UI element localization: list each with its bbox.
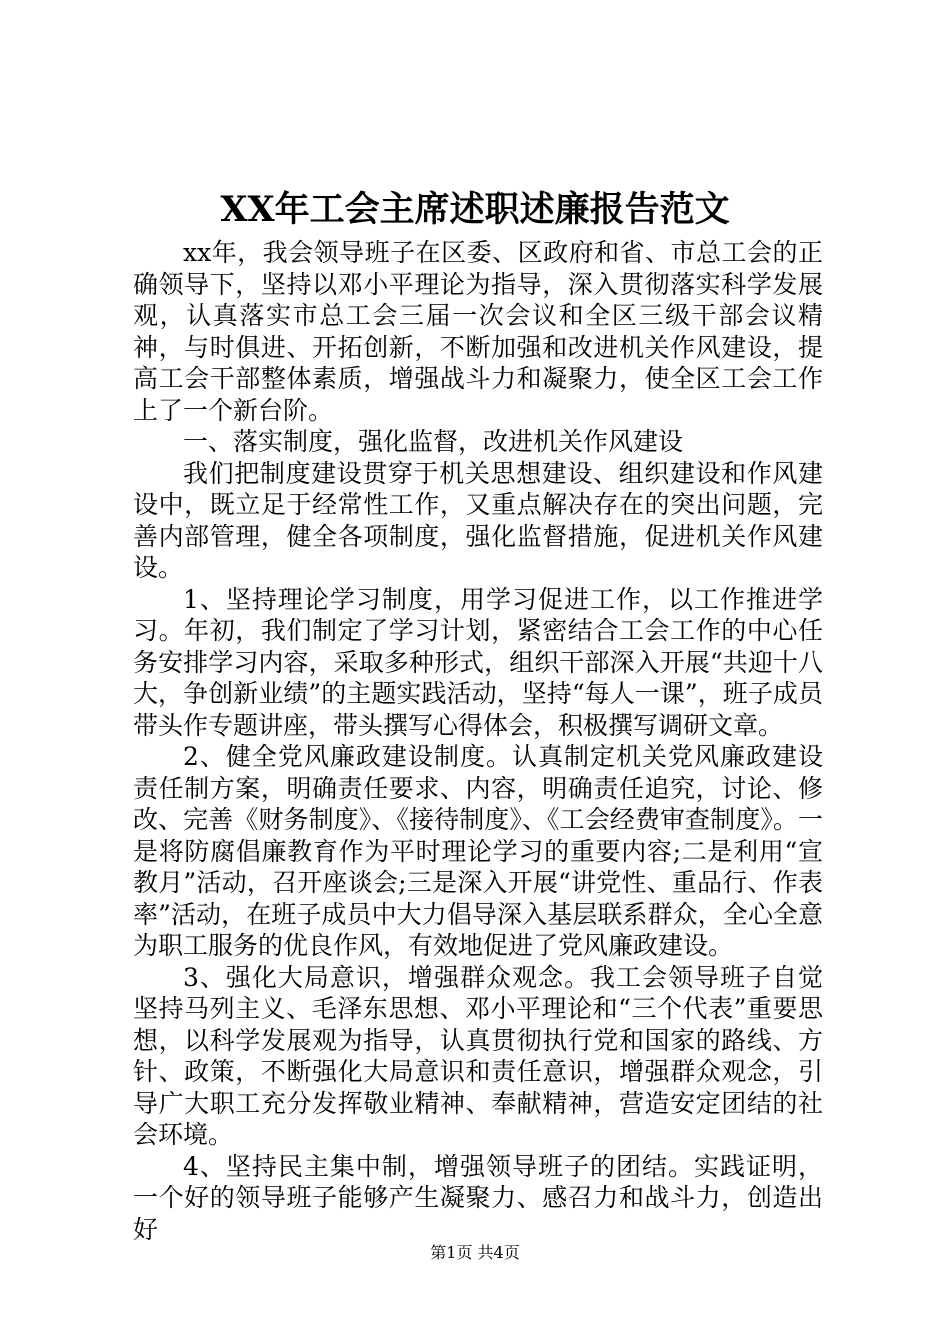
paragraph: 4、坚持民主集中制，增强领导班子的团结。实践证明，一个好的领导班子能够产生凝聚力、感召力和战斗力，创造出好 [133,1151,823,1244]
paragraph: 1、坚持理论学习制度，用学习促进工作，以工作推进学习。年初，我们制定了学习计划，紧密结合工会工作的中心任务安排学习内容，采取多种形式，组织干部深入开展“共迎十八大，争创新业绩”的主题实践活动，坚持“每人一课”，班子成员带头作专题讲座，带头撰写心得体会，积极撰写调研文章。 [133,584,823,740]
paragraph: 我们把制度建设贯穿于机关思想建设、组织建设和作风建设中，既立足于经常性工作，又重点解决存在的突出问题，完善内部管理，健全各项制度，强化监督措施，促进机关作风建设。 [133,458,823,582]
document-title: XX年工会主席述职述廉报告范文 [220,189,730,230]
paragraph-intro: xx年，我会领导班子在区委、区政府和省、市总工会的正确领导下，坚持以邓小平理论为指导，深入贯彻落实科学发展观，认真落实市总工会三届一次会议和全区三级干部会议精神，与时俱进、开拓创新，不断加强和改进机关作风建设，提高工会干部整体素质，增强战斗力和凝聚力，使全区工会工作上了一个新台阶。 [133,238,823,425]
section-heading: 一、落实制度，强化监督，改进机关作风建设 [183,427,684,456]
paragraph: 3、强化大局意识，增强群众观念。我工会领导班子自觉坚持马列主义、毛泽东思想、邓小平理论和“三个代表”重要思想，以科学发展观为指导，认真贯彻执行党和国家的路线、方针、政策，不断强化大局意识和责任意识，增强群众观念，引导广大职工充分发挥敬业精神、奉献精神，营造安定团结的社会环境。 [133,962,823,1149]
paragraph: 2、健全党风廉政建设制度。认真制定机关党风廉政建设责任制方案，明确责任要求、内容，明确责任追究，讨论、修改、完善《财务制度》、《接待制度》、《工会经费审查制度》。一是将防腐倡廉教育作为平时理论学习的重要内容;二是利用“宣教月”活动，召开座谈会;三是深入开展“讲党性、重品行、作表率”活动，在班子成员中大力倡导深入基层联系群众，全心全意为职工服务的优良作风，有效地促进了党风廉政建设。 [133,742,823,960]
document-body [133,237,823,1245]
page-number-footer: 第1页 共4页 [430,1243,520,1262]
